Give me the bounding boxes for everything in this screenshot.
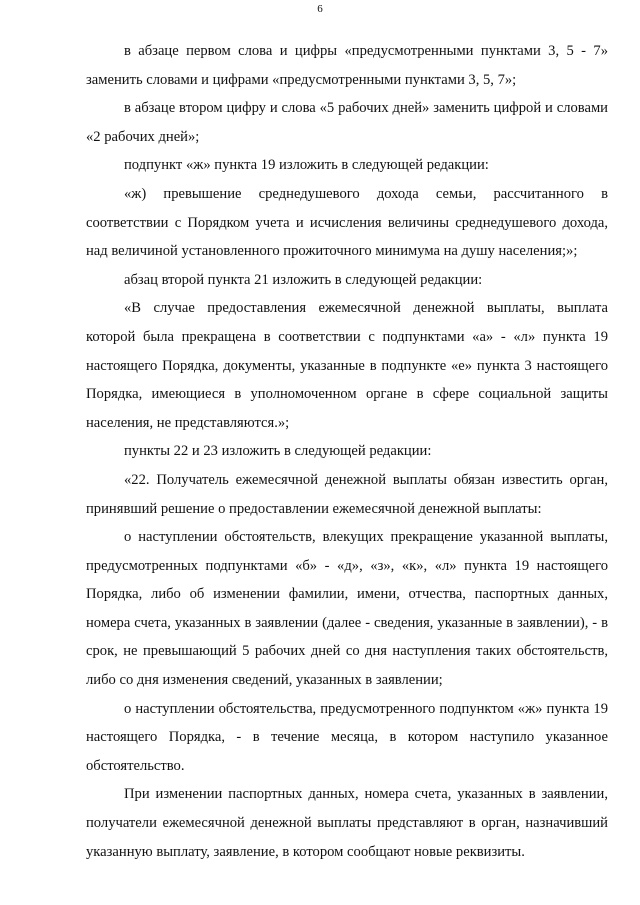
paragraph-7: пункты 22 и 23 изложить в следующей редакции: xyxy=(124,443,432,460)
document-body xyxy=(86,37,608,866)
paragraph-5: абзац второй пункта 21 изложить в следующей редакции: xyxy=(124,271,483,288)
paragraph-2: в абзаце втором цифру и слова «5 рабочих дней» заменить цифрой и словами «2 рабочих дней»; xyxy=(86,100,608,145)
paragraph-9: о наступлении обстоятельств, влекущих прекращение указанной выплаты, предусмотренных подпунктами «б» - «д», «з», «к», «л» пункта 19 настоящего Порядка, либо об изменении фамилии, имени, отчества, паспортных данных, номера счета, указанных в заявлении (далее - сведения, указанные в заявлении), - в срок, не превышающий 5 рабочих дней со дня наступления таких обстоятельств, либо со дня изменения сведений, указанных в заявлении; xyxy=(86,529,608,689)
paragraph-1: в абзаце первом слова и цифры «предусмотренными пунктами 3, 5 - 7» заменить словами и цифрами «предусмотренными пунктами 3, 5, 7»; xyxy=(86,43,608,88)
paragraph-11: При изменении паспортных данных, номера счета, указанных в заявлении, получатели ежемесячной денежной выплаты представляют в орган, назначивший указанную выплату, заявление, в котором сообщают новые реквизиты. xyxy=(86,786,608,860)
paragraph-8: «22. Получатель ежемесячной денежной выплаты обязан известить орган, принявший решение о предоставлении ежемесячной денежной выплаты: xyxy=(86,471,608,517)
paragraph-4: «ж) превышение среднедушевого дохода семьи, рассчитанного в соответствии с Порядком учета и исчисления величины среднедушевого дохода, над величиной установленного прожиточного минимума на душу населения;»; xyxy=(86,185,608,260)
page-number: 6 xyxy=(317,3,323,15)
paragraph-3: подпункт «ж» пункта 19 изложить в следующей редакции: xyxy=(124,157,489,174)
paragraph-6: «В случае предоставления ежемесячной денежной выплаты, выплата которой была прекращена в соответствии с подпунктами «а» - «л» пункта 19 настоящего Порядка, документы, указанные в подпункте «е» пункта 3 настоящего Порядка, имеющиеся в уполномоченном органе в сфере социальной защиты населения, не представляются.»; xyxy=(86,300,608,431)
paragraph-10: о наступлении обстоятельства, предусмотренного подпунктом «ж» пункта 19 настоящего Порядка, - в течение месяца, в котором наступило указанное обстоятельство. xyxy=(86,700,608,774)
